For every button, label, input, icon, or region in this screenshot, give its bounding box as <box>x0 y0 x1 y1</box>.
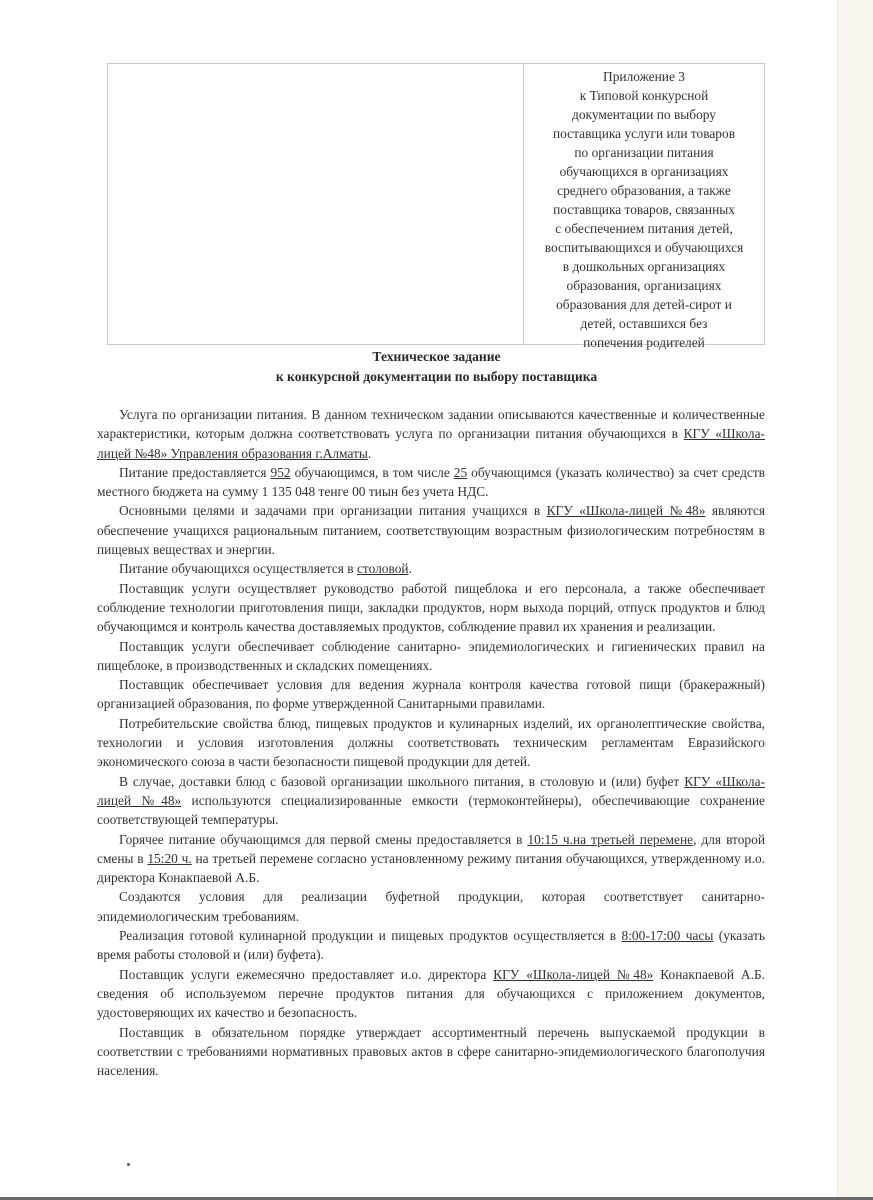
paragraph-text: обучающимся (указать количество) за счет средств местного бюджета на сумму 1 135 048 тенге 00 тиын без учета НДС. <box>97 464 765 500</box>
header-table <box>107 63 765 350</box>
paragraph-text: Поставщик услуги осуществляет руководство работой пищеблока и его персонала, а также обеспечивает соблюдение технологии приготовления пищи, закладки продуктов, норм выхода порций, отпуск продуктов и блюд обучающимся и контроль качества доставляемых продуктов, соблюдение правил их хранения и реализации. <box>97 580 765 635</box>
underlined-fill-in: столовой <box>356 561 409 577</box>
underlined-fill-in: КГУ «Школа-лицей №48» <box>546 503 706 519</box>
scan-edge-strip <box>837 0 873 1200</box>
underlined-fill-in: 952 <box>270 464 291 480</box>
paragraph-text: Питание обучающихся осуществляется в <box>119 561 357 577</box>
paragraph-text: обучающимся, в том числе <box>290 464 454 480</box>
appendix-line: обучающихся в организациях <box>559 164 729 179</box>
appendix-line: воспитывающихся и обучающихся <box>544 240 744 255</box>
appendix-line: с обеспечением питания детей, <box>555 221 733 236</box>
appendix-line: в дошкольных организациях <box>562 259 726 274</box>
paragraph-text: Поставщик обеспечивает условия для ведения журнала контроля качества готовой пищи (бракеражный) организацией образования, по форме утвержденной Санитарными правилами. <box>97 677 765 712</box>
paragraph-text: являются обеспечение учащихся рациональным питанием, соответствующим возрастным физиологическим потребностям в пищевых веществах и энергии. <box>97 503 765 558</box>
paragraph-text: Создаются условия для реализации буфетной продукции, которая соответствует санитарно-эпидемиологическим требованиям. <box>97 889 765 924</box>
paragraph-text: В случае, доставки блюд с базовой организации школьного питания, в столовую и (или) буфет <box>119 773 685 789</box>
appendix-line: образования, организациях <box>566 278 722 293</box>
paragraph-text: Конакпаевой А.Б. сведения об используемом перечне продуктов питания для обучающихся с приложением документов, удостоверяющих их качество и безопасность. <box>97 966 765 1021</box>
underlined-fill-in: 25 <box>453 464 468 480</box>
document-title: Техническое задание <box>372 349 501 364</box>
paragraph-text: . <box>408 561 412 577</box>
paragraph-text: (указать время работы столовой и (или) буфета). <box>97 928 766 963</box>
appendix-line: к Типовой конкурсной <box>579 88 709 103</box>
underlined-fill-in: 15:20 ч. <box>147 850 192 866</box>
appendix-line: образования для детей-сирот и <box>556 297 732 312</box>
body-paragraph <box>97 637 765 676</box>
appendix-line: Приложение 3 <box>603 69 685 84</box>
underlined-fill-in: 8:00-17:00 часы <box>621 928 714 944</box>
appendix-line: среднего образования, а также <box>557 183 731 198</box>
document-subtitle: к конкурсной документации по выбору поставщика <box>275 369 598 384</box>
appendix-line: документации по выбору <box>572 107 716 122</box>
appendix-line: поставщика товаров, связанных <box>553 202 735 217</box>
paragraph-text: Поставщик услуги ежемесячно предоставляет и.о. директора <box>119 966 494 982</box>
body-paragraph <box>97 559 765 578</box>
body-paragraph <box>97 772 765 830</box>
paragraph-text: , для второй смены в <box>97 831 765 866</box>
appendix-line: по организации питания <box>574 145 714 160</box>
body-paragraph <box>97 1023 765 1081</box>
body-paragraph <box>97 405 765 463</box>
body-paragraph <box>97 579 765 637</box>
underlined-fill-in: КГУ «Школа-лицей №48» <box>97 773 765 808</box>
underlined-fill-in: КГУ «Школа-лицей №48» Управления образования г.Алматы <box>97 426 765 461</box>
body-paragraph <box>97 887 765 926</box>
body-paragraph <box>97 830 765 888</box>
appendix-line: поставщика услуги или товаров <box>552 126 736 141</box>
paragraph-text: используются специализированные емкости (термоконтейнеры), обеспечивающие сохранение соответствующей температуры. <box>97 792 765 828</box>
paragraph-text: Реализация готовой кулинарной продукции и пищевых продуктов осуществляется в <box>119 928 622 944</box>
paragraph-text: Услуга по организации питания. В данном техническом задании описываются качественные и количественные характеристики, которым должна соответствовать услуга по организации питания обучающихся в <box>97 407 765 442</box>
appendix-line: детей, оставшихся без <box>580 316 708 331</box>
document-body <box>97 405 765 1080</box>
body-paragraph <box>97 926 765 965</box>
appendix-line: попечения родителей <box>583 335 705 350</box>
paragraph-text: Основными целями и задачами при организации питания учащихся в <box>119 503 547 519</box>
underlined-fill-in: КГУ «Школа-лицей №48» <box>493 966 654 982</box>
underlined-fill-in: 10:15 ч.на третьей перемене <box>527 831 694 847</box>
paragraph-text: на третьей перемене согласно установленному режиму питания обучающихся, утвержденному и.о. директора Конакпаевой А.Б. <box>97 850 765 886</box>
body-paragraph <box>97 501 765 559</box>
paragraph-text: Горячее питание обучающимся для первой смены предоставляется в <box>119 831 528 847</box>
body-paragraph <box>97 463 765 502</box>
header-table-empty-cell <box>108 64 524 344</box>
appendix-reference-cell <box>524 64 764 350</box>
scan-speck <box>127 1163 130 1166</box>
paragraph-text: . <box>367 445 372 461</box>
paragraph-text: Питание предоставляется <box>119 464 271 480</box>
paragraph-text: Потребительские свойства блюд, пищевых продуктов и кулинарных изделий, их органолептические свойства, технологии и условия изготовления должны соответствовать техническим регламентам Евразийского экономического союза в части безопасности пищевой продукции для детей. <box>97 715 765 770</box>
body-paragraph <box>97 675 765 714</box>
paragraph-text: Поставщик услуги обеспечивает соблюдение санитарно- эпидемиологических и гигиенических правил на пищеблоке, в производственных и складских помещениях. <box>97 638 765 673</box>
paragraph-text: Поставщик в обязательном порядке утверждает ассортиментный перечень выпускаемой продукции в соответствии с требованиями нормативных правовых актов в сфере санитарно-эпидемиологического благополучия населения. <box>97 1024 765 1079</box>
body-paragraph <box>97 714 765 772</box>
body-paragraph <box>97 965 765 1023</box>
